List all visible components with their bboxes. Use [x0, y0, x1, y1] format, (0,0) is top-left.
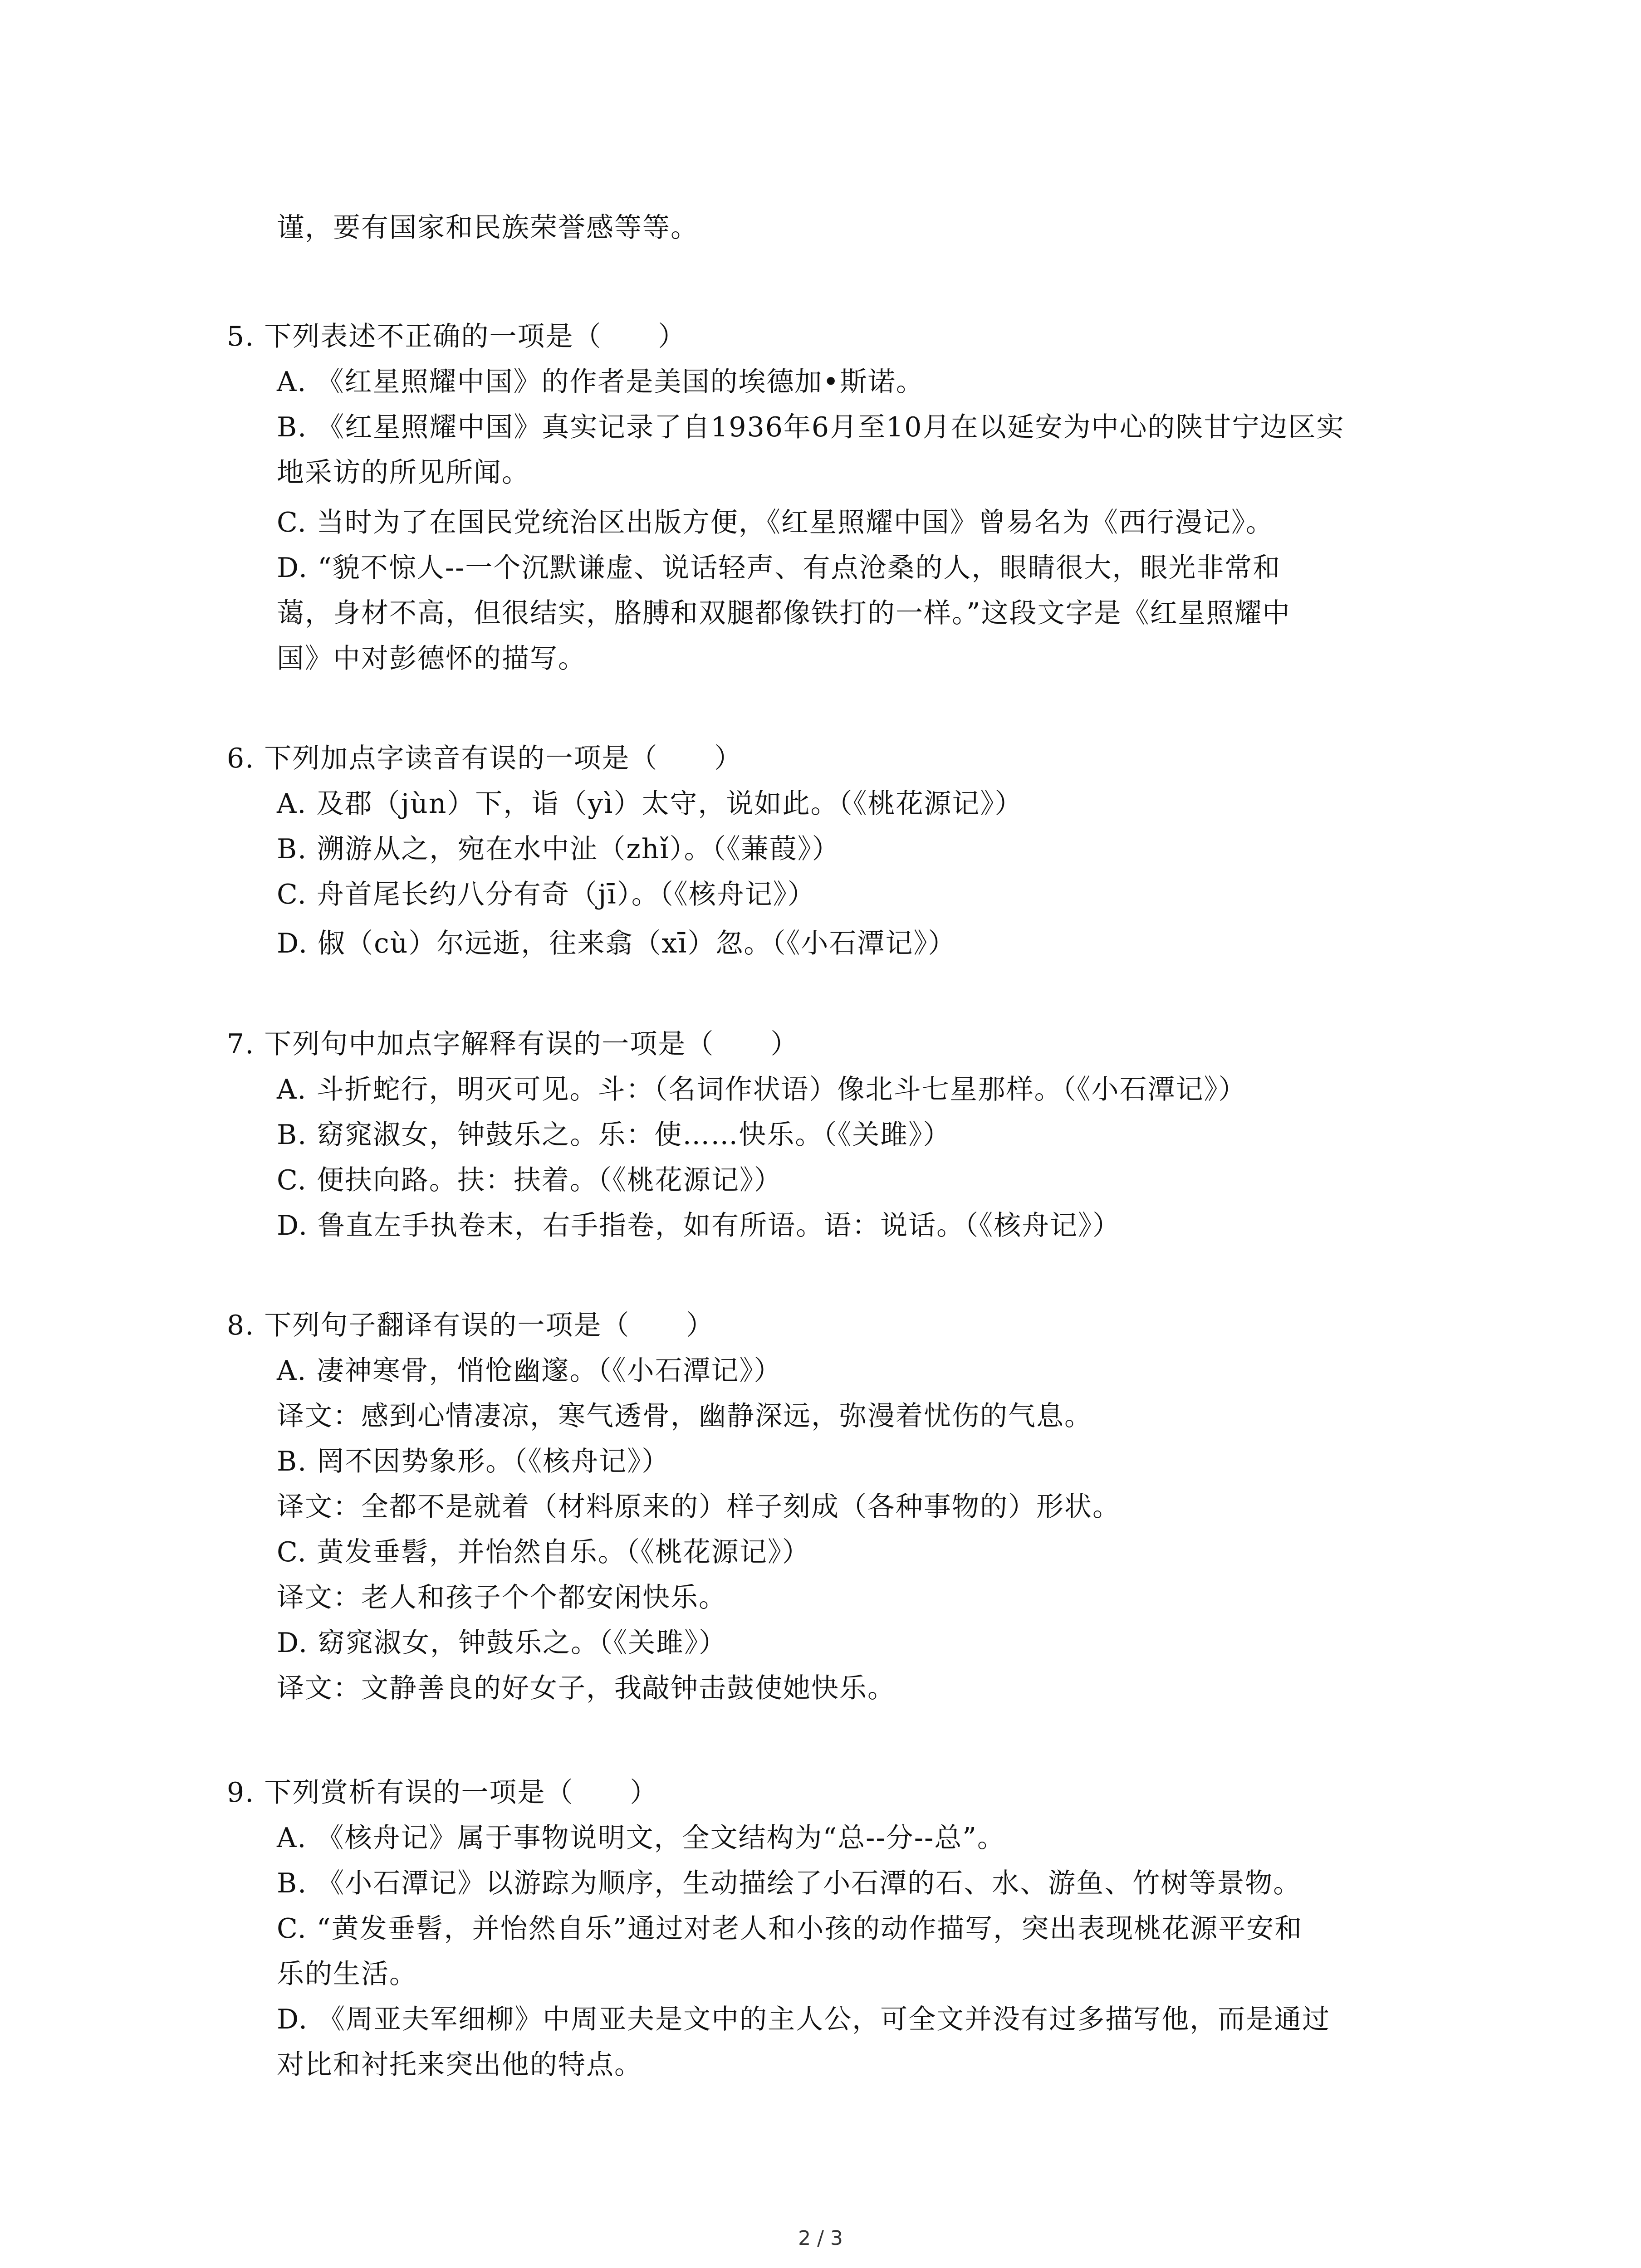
question-7-stem: 7. 下列句中加点字解释有误的一项是（ ） — [227, 1028, 799, 1060]
question-7-option-d: D. 鲁直左手执卷末，右手指卷，如有所语。语：说话。（《核舟记》） — [277, 1210, 1121, 1242]
question-7-option-b: B. 窈窕淑女，钟鼓乐之。乐：使……快乐。（《关雎》） — [277, 1119, 951, 1151]
question-8-stem: 8. 下列句子翻译有误的一项是（ ） — [227, 1310, 715, 1341]
continuation-text: 谨，要有国家和民族荣誉感等等。 — [277, 212, 699, 244]
question-5-option-d-line1: D. “貌不惊人--一个沉默谦虚、说话轻声、有点沧桑的人，眼睛很大，眼光非常和 — [277, 552, 1281, 584]
question-8-option-d-translation: 译文：文静善良的好女子，我敲钟击鼓使她快乐。 — [277, 1672, 896, 1704]
question-5-option-c: C. 当时为了在国民党统治区出版方便，《红星照耀中国》曾易名为《西行漫记》。 — [277, 507, 1274, 538]
question-6-option-c: C. 舟首尾长约八分有奇（jī）。（《核舟记》） — [277, 879, 816, 910]
question-9-option-b: B. 《小石潭记》以游踪为顺序，生动描绘了小石潭的石、水、游鱼、竹树等景物。 — [277, 1867, 1302, 1899]
question-5-option-a: A. 《红星照耀中国》的作者是美国的埃德加•斯诺。 — [277, 366, 924, 398]
question-5-option-d-line2: 蔼，身材不高，但很结实，胳膊和双腿都像铁打的一样。”这段文字是《红星照耀中 — [277, 597, 1291, 629]
question-6-option-b: B. 溯游从之，宛在水中沚（zhǐ）。（《蒹葭》） — [277, 833, 840, 865]
question-8-option-c-translation: 译文：老人和孩子个个都安闲快乐。 — [277, 1582, 727, 1613]
question-5-stem: 5. 下列表述不正确的一项是（ ） — [227, 321, 686, 352]
question-9-option-d-line1: D. 《周亚夫军细柳》中周亚夫是文中的主人公，可全文并没有过多描写他，而是通过 — [277, 2004, 1331, 2035]
question-8-option-b: B. 罔不因势象形。（《核舟记》） — [277, 1446, 670, 1477]
question-7-option-c: C. 便扶向路。扶：扶着。（《桃花源记》） — [277, 1164, 782, 1196]
question-9-stem: 9. 下列赏析有误的一项是（ ） — [227, 1777, 658, 1809]
question-9-option-a: A. 《核舟记》属于事物说明文，全文结构为“总--分--总”。 — [277, 1822, 1005, 1854]
question-5-option-b-line2: 地采访的所见所闻。 — [277, 457, 530, 489]
question-9-option-c-line1: C. “黄发垂髫，并怡然自乐”通过对老人和小孩的动作描写，突出表现桃花源平安和 — [277, 1913, 1303, 1945]
question-6-option-a: A. 及郡（jùn）下，诣（yì）太守，说如此。（《桃花源记》） — [277, 788, 1023, 820]
question-6-stem: 6. 下列加点字读音有误的一项是（ ） — [227, 743, 743, 774]
question-9-option-c-line2: 乐的生活。 — [277, 1958, 417, 1990]
question-5-option-b-line1: B. 《红星照耀中国》真实记录了自1936年6月至10月在以延安为中心的陕甘宁边区实 — [277, 411, 1345, 443]
question-6-option-d: D. 俶（cù）尔远逝，往来翕（xī）忽。（《小石潭记》） — [277, 928, 956, 959]
question-9-option-d-line2: 对比和衬托来突出他的特点。 — [277, 2049, 642, 2081]
question-8-option-a-translation: 译文：感到心情凄凉，寒气透骨，幽静深远，弥漫着忧伤的气息。 — [277, 1400, 1092, 1432]
page-number: 2 / 3 — [798, 2227, 843, 2250]
question-8-option-d: D. 窈窕淑女，钟鼓乐之。（《关雎》） — [277, 1627, 727, 1659]
question-5-option-d-line3: 国》中对彭德怀的描写。 — [277, 643, 586, 675]
question-8-option-c: C. 黄发垂髫，并怡然自乐。（《桃花源记》） — [277, 1536, 810, 1568]
question-8-option-a: A. 凄神寒骨，悄怆幽邃。（《小石潭记》） — [277, 1355, 782, 1387]
question-7-option-a: A. 斗折蛇行，明灭可见。斗：（名词作状语）像北斗七星那样。（《小石潭记》） — [277, 1074, 1247, 1105]
question-8-option-b-translation: 译文：全都不是就着（材料原来的）样子刻成（各种事物的）形状。 — [277, 1491, 1121, 1523]
